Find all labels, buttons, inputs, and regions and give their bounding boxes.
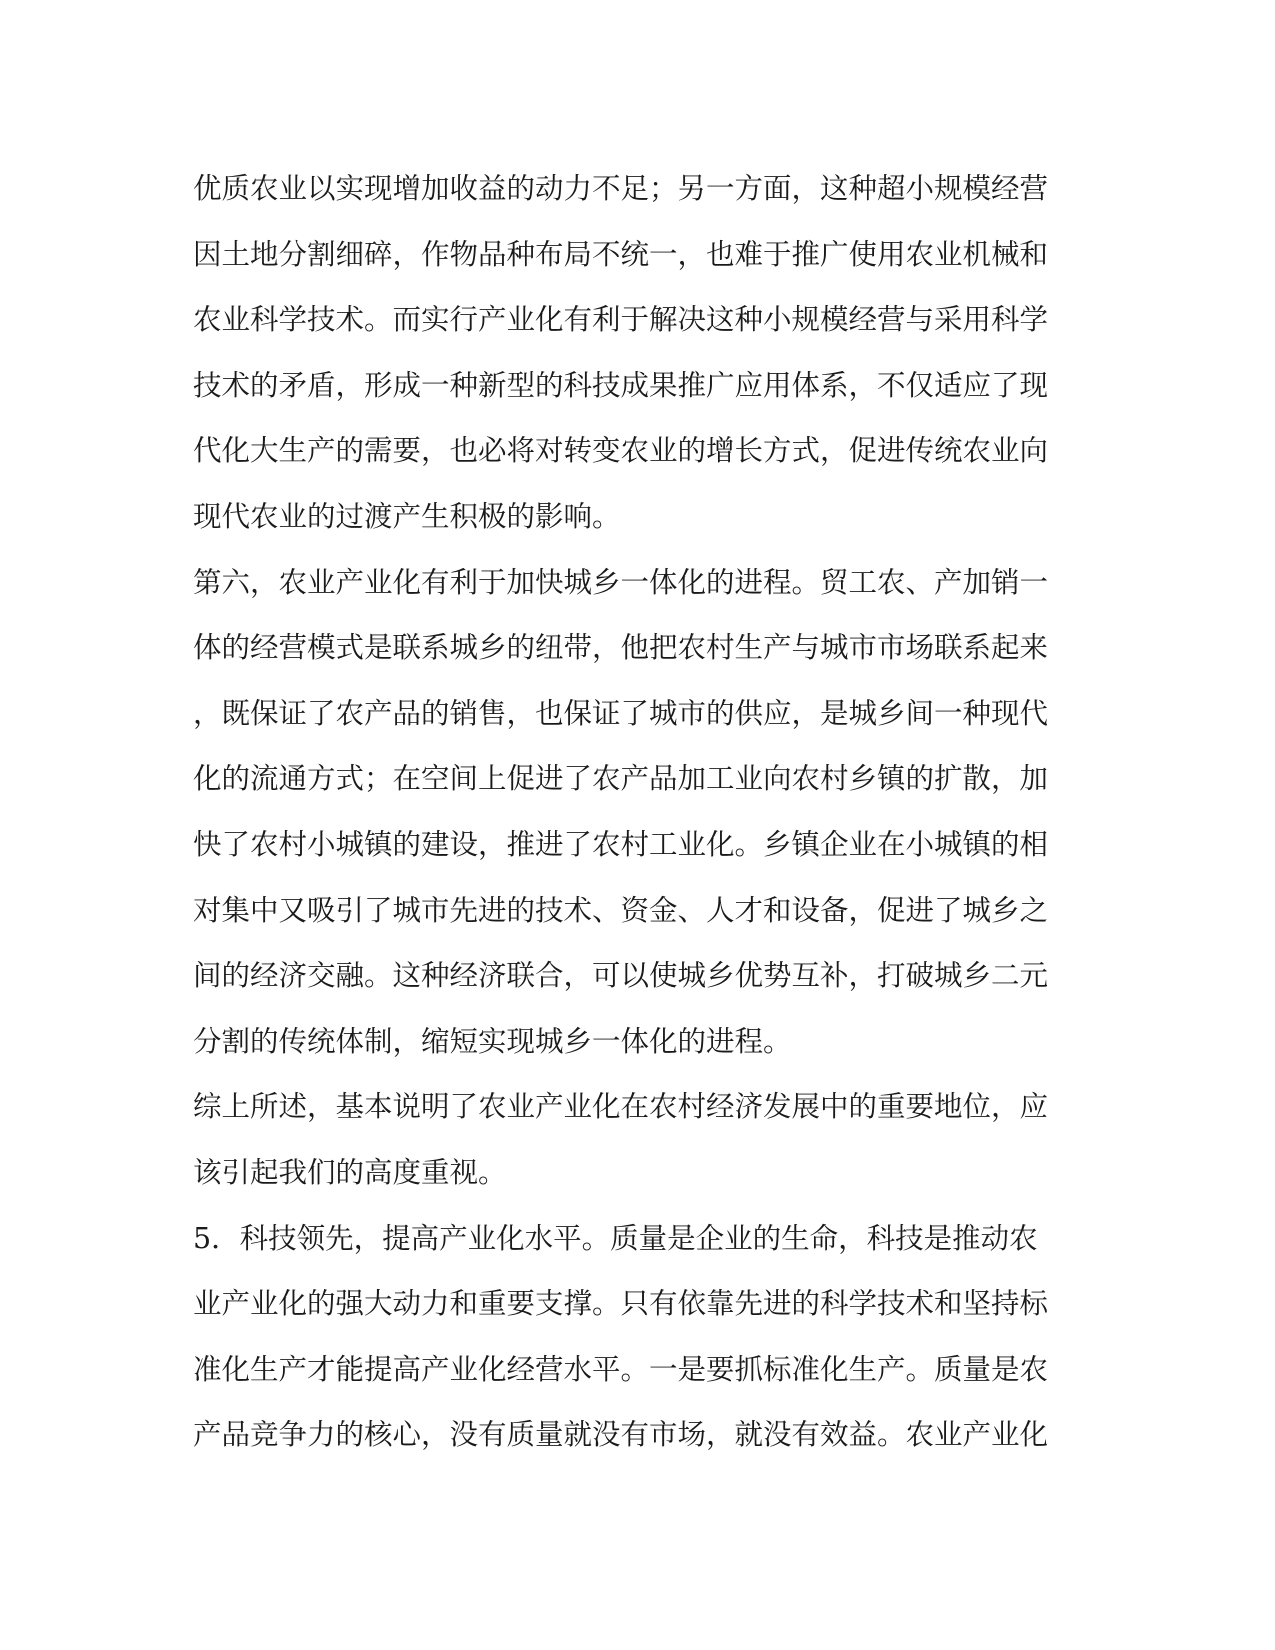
- text-line: 综上所述，基本说明了农业产业化在农村经济发展中的重要地位，应: [193, 1090, 1049, 1124]
- text-line: 分割的传统体制，缩短实现城乡一体化的进程。: [193, 1024, 792, 1058]
- text-line: 对集中又吸引了城市先进的技术、资金、人才和设备，促进了城乡之: [193, 893, 1049, 927]
- text-line: 产品竞争力的核心，没有质量就没有市场，就没有效益。农业产业化: [193, 1418, 1049, 1452]
- text-line: 体的经营模式是联系城乡的纽带，他把农村生产与城市市场联系起来: [193, 631, 1049, 665]
- text-line: 业产业化的强大动力和重要支撑。只有依靠先进的科学技术和坚持标: [193, 1287, 1049, 1321]
- text-line: 准化生产才能提高产业化经营水平。一是要抓标准化生产。质量是农: [193, 1352, 1049, 1386]
- text-line: 现代农业的过渡产生积极的影响。: [193, 499, 621, 533]
- text-line: 技术的矛盾，形成一种新型的科技成果推广应用体系，不仅适应了现: [193, 368, 1049, 402]
- text-line: 该引起我们的高度重视。: [193, 1155, 507, 1189]
- text-line: 快了农村小城镇的建设，推进了农村工业化。乡镇企业在小城镇的相: [193, 827, 1049, 861]
- text-line: 5．科技领先，提高产业化水平。质量是企业的生命，科技是推动农: [193, 1221, 1038, 1255]
- text-line: 间的经济交融。这种经济联合，可以使城乡优势互补，打破城乡二元: [193, 959, 1049, 993]
- text-line: 因土地分割细碎，作物品种布局不统一，也难于推广使用农业机械和: [193, 237, 1049, 271]
- text-line: ，既保证了农产品的销售，也保证了城市的供应，是城乡间一种现代: [193, 696, 1049, 730]
- text-line: 第六，农业产业化有利于加快城乡一体化的进程。贸工农、产加销一: [193, 565, 1049, 599]
- text-line: 优质农业以实现增加收益的动力不足；另一方面，这种超小规模经营: [193, 172, 1049, 205]
- text-line: 化的流通方式；在空间上促进了农产品加工业向农村乡镇的扩散，加: [193, 762, 1049, 796]
- text-line: 代化大生产的需要，也必将对转变农业的增长方式，促进传统农业向: [193, 434, 1049, 468]
- text-line: 农业科学技术。而实行产业化有利于解决这种小规模经营与采用科学: [193, 303, 1049, 337]
- body-text: [193, 156, 1073, 1468]
